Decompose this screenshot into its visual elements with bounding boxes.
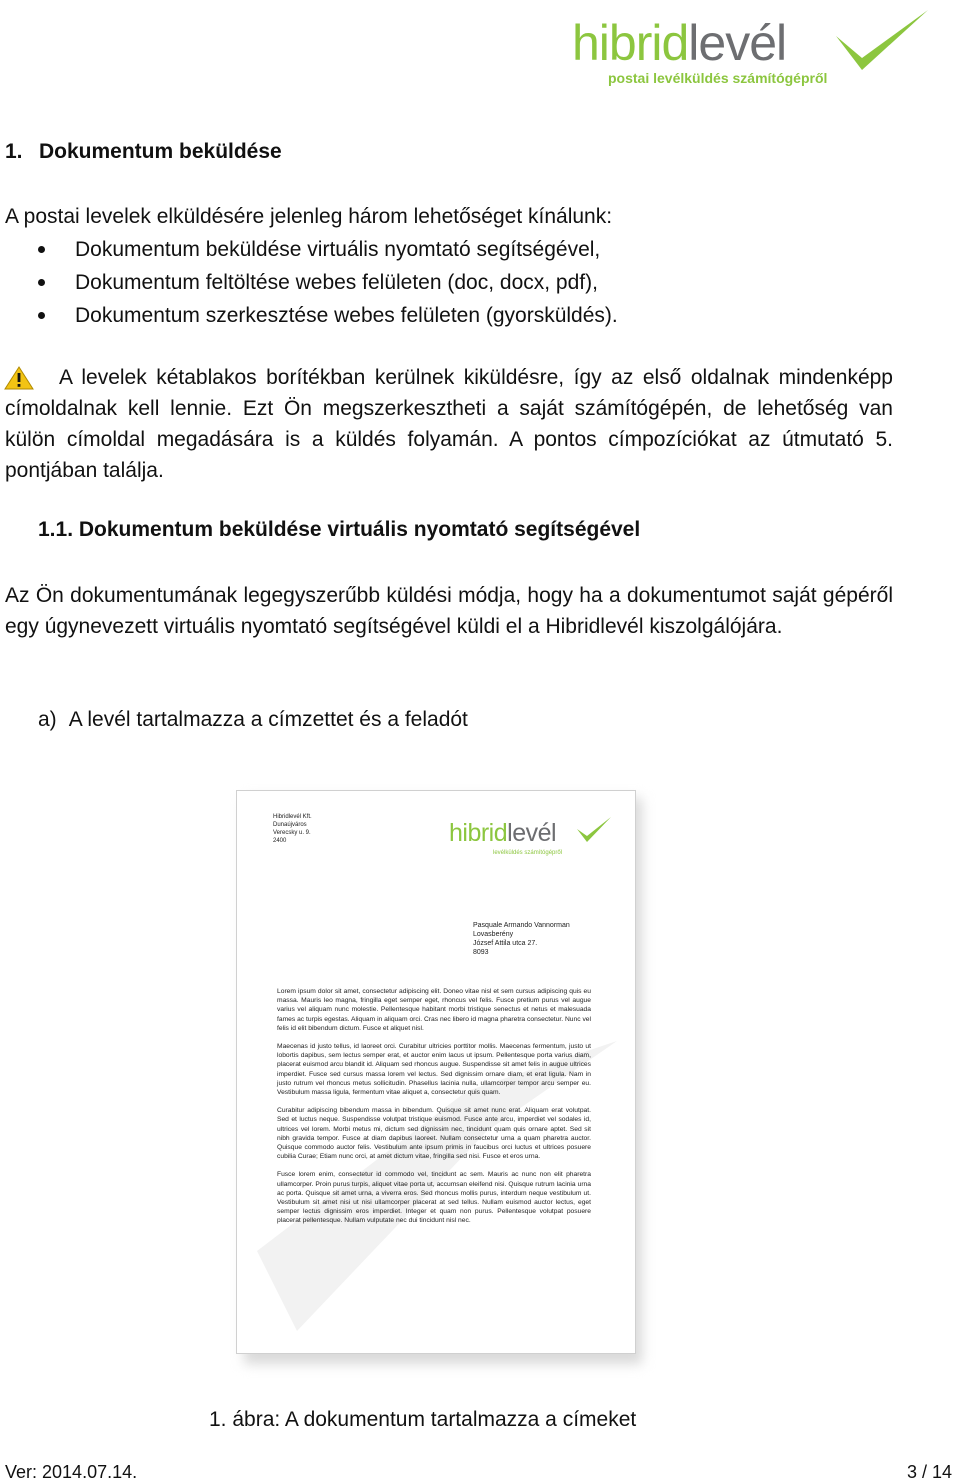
recipient-line: Lovasberény [473, 931, 514, 938]
letter-check-logo-icon [575, 815, 613, 845]
section-heading [5, 140, 282, 164]
recipient-line: Pasquale Armando Vannorman [473, 922, 570, 929]
logo-wordmark [572, 15, 787, 71]
footer-page-number: 3 / 14 [906, 1462, 952, 1482]
letter-logo [449, 821, 562, 856]
bullet-text: Dokumentum feltöltése webes felületen (doc, docx, pdf), [75, 271, 598, 294]
letter-paragraph: Maecenas id justo tellus, id laoreet orci. Curabitur ultricies porttitor mollis. Maecenas fermentum, justo ut lobortis dapibus, sem lectus semper erat, et auctor enim lacus ut ipsum. Pellentesque porta varius diam, placerat euismod arcu blandit id. Aliquam sed rhoncus augue. Suspendisse sit amet felis in augue ultrices imperdiet. Fusce sed cursus massa lorem vel lectus. Sed dignissim ornare diam, et erat ligula. Nam in justo rutrum vel rhoncus metus sollicitudin. Phasellus lacinia nulla, ullamcorper tempor arcu semper eu. Vestibulum massa ligula, fermentum vitae aliquet a, consectetur quis quam. [277, 1043, 591, 1097]
figure-caption: 1. ábra: A dokumentum tartalmazza a címeket [209, 1408, 637, 1431]
bullet-dot-icon [38, 279, 45, 286]
subpoint [38, 704, 468, 735]
bullet-text: Dokumentum beküldése virtuális nyomtató segítségével, [75, 238, 601, 261]
letter-logo-green: hibrid [449, 819, 508, 847]
subsection-heading: 1.1. Dokumentum beküldése virtuális nyomtató segítségével [38, 518, 641, 541]
sender-address [273, 813, 312, 845]
footer-version: Ver: 2014.07.14. [5, 1462, 138, 1482]
sender-line: Dunaújváros [273, 822, 307, 828]
brand-logo [572, 6, 932, 90]
sender-line: 2400 [273, 838, 287, 844]
recipient-line: 8093 [473, 949, 489, 956]
letter-logo-grey: levél [507, 819, 557, 847]
letter-paragraph: Curabitur adipiscing bibendum massa in bibendum. Quisque sit amet nunc erat. Aliquam erat volutpat. Sed et luctus neque. Suspendisse volutpat tristique euismod. Fusce ante arcu, imperdiet vel sodales id, ultrices vel lorem. Morbi metus mi, dictum sed dignissim nec, tincidunt quam quis ornare aptet. Sed sit nibh gravida tempor. Fusce at diam dapibus laoreet. Nullam consectetur urna a quam pharetra auctor. Quisque commodo auctor felis. Vestibulum ante ipsum primis in faucibus orci luctus et ultrices posuere cubilia Curae; Etiam nunc orci, at amet dictum vitae, fringilla sed nisi. Fusce et eros urna. [277, 1107, 591, 1161]
section-title: Dokumentum beküldése [39, 140, 282, 163]
logo-word-green: hibrid [572, 15, 689, 71]
logo-tagline: postai levélküldés számítógépről [608, 70, 828, 86]
subpoint-marker: a) [38, 708, 57, 731]
bullet-dot-icon [38, 246, 45, 253]
body-paragraph: Az Ön dokumentumának legegyszerűbb küldési módja, hogy ha a dokumentumot saját gépéről egy úgynevezett virtuális nyomtató segítségével küldi el a Hibridlevél kiszolgálójára. [5, 584, 893, 638]
bullet-text: Dokumentum szerkesztése webes felületen (gyorsküldés). [75, 304, 618, 327]
recipient-address [473, 921, 570, 957]
check-mark-logo-icon [832, 6, 932, 78]
logo-word-grey: levél [688, 15, 787, 71]
subpoint-text: A levél tartalmazza a címzettet és a feladót [68, 708, 468, 731]
warning-paragraph: A levelek kétablakos borítékban kerülnek kiküldésre, így az első oldalnak mindenképp címoldalnak kell lennie. Ezt Ön megszerkesztheti a saját számítógépén, de lehetőség van külön címoldal megadására is a küldés folyamán. A pontos címpozíciókat az útmutató 5. pontjában találja. [5, 366, 893, 482]
sample-letter-figure [236, 790, 636, 1354]
intro-text: A postai levelek elküldésére jelenleg három lehetőséget kínálunk: [5, 205, 613, 228]
letter-body [277, 987, 591, 1235]
sender-line: Hibridlevél Kft. [273, 814, 312, 820]
sender-line: Verecsky u. 9. [273, 830, 311, 836]
section-number: 1. [5, 140, 23, 163]
letter-logo-tagline: levélküldés számítógépről [493, 850, 563, 856]
letter-paragraph: Lorem ipsum dolor sit amet, consectetur adipiscing elit. Doneo vitae nisl et sem cursus adipiscing quis eu massa. Mauris leo magna, fringilla eget semper eget, rhoncus vel felis. Fusce pretium purus vel augue varius vel aliquam nunc molestie. Pellentesque habitant morbi tristique senectus et netus et malesuada fames ac turpis egestas. Aliquam in aliquam orci. Cras nec libero id magna pharetra consectetur. Nunc vel felis id elit bibendum dictum. Fusce et aliquet nisl. [277, 988, 591, 1032]
bullet-dot-icon [38, 312, 45, 319]
recipient-line: József Attila utca 27. [473, 940, 538, 947]
letter-paragraph: Fusce lorem enim, consectetur id commodo vel, tincidunt ac sem. Mauris ac nunc non elit pharetra ullamcorper. Proin purus turpis, aliquet vitae porta ut, accumsan eleifend nisi. Quisque rutrum lacinia urna ac porta. Quisque sit amet urna, a viverra eros. Sed rhoncus mollis purus, interdum neque vestibulum ut. Vestibulum sit amet nisi ut nisi ullamcorper placerat at sed tellus. Nullam euismod auctor lectus, eget semper lectus dignissim eros imperdiet. Integer et quam non purus. Pellentesque volutpat posuere placerat pellentesque. Nullam vulputate nec dui tincidunt nisl nec. [277, 1171, 591, 1225]
